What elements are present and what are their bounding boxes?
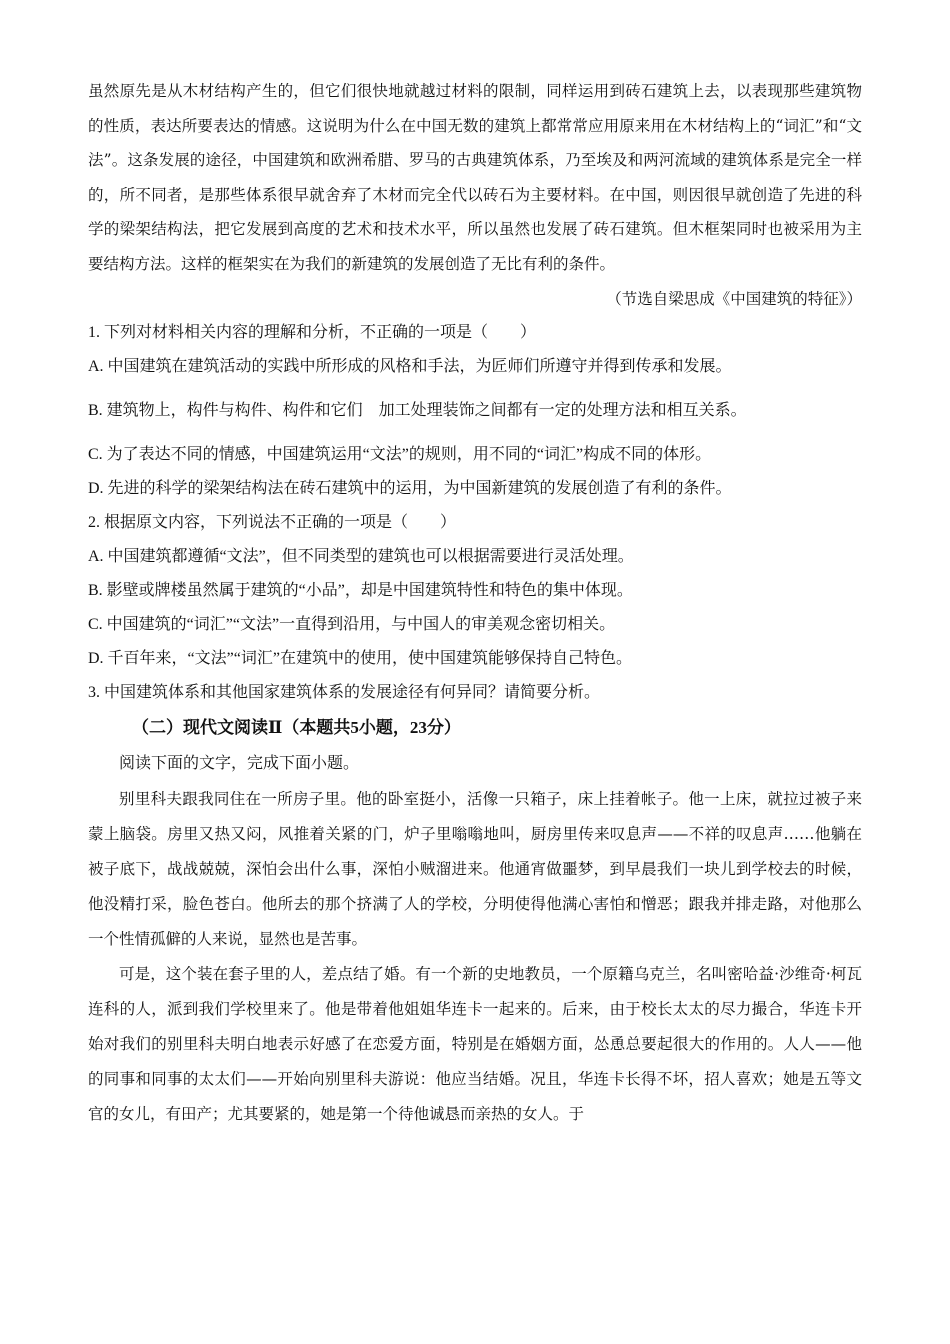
question-2-option-c: C. 中国建筑的“词汇”“文法”一直得到沿用，与中国人的审美观念密切相关。 [88, 615, 616, 633]
story-paragraph-2: 可是，这个装在套子里的人，差点结了婚。有一个新的史地教员，一个原籍乌克兰，名叫密哈益·沙维奇·柯瓦连科的人，派到我们学校里来了。他是带着他姐姐华连卡一起来的。后来，由于校长太太的尽力撮合，华连卡开始对我们的别里科夫明白地表示好感了在恋爱方面，特别是在婚姻方面，怂恿总要起很大的作用的。人人——他的同事和同事的太太们——开始向别里科夫游说：他应当结婚。况且，华连卡长得不坏，招人喜欢；她是五等文官的女儿，有田产；尤其要紧的，她是第一个待他诚恳而亲热的女人。于 [88, 964, 862, 1123]
question-1-option-a: A. 中国建筑在建筑活动的实践中所形成的风格和手法，为匠师们所遵守并得到传承和发展。 [88, 357, 732, 375]
question-2-option-a: A. 中国建筑都遵循“文法”，但不同类型的建筑也可以根据需要进行灵活处理。 [88, 547, 634, 565]
section-heading: （二）现代文阅读Ⅱ（本题共5小题，23分） [132, 717, 461, 737]
passage-paragraph: 虽然原先是从木材结构产生的，但它们很快地就越过材料的限制，同样运用到砖石建筑上去，以表现那些建筑物的性质，表达所要表达的情感。这说明为什么在中国无数的建筑上都常常应用原来用在木材结构上的“词汇”和“文法”。这条发展的途径，中国建筑和欧洲希腊、罗马的古典建筑体系，乃至埃及和两河流域的建筑体系是完全一样的，所不同者，是那些体系很早就舍弃了木材而完全代以砖石为主要材料。在中国，则因很早就创造了先进的科学的梁架结构法，把它发展到高度的艺术和技术水平，所以虽然也发展了砖石建筑。但木框架同时也被采用为主要结构方法。这样的框架实在为我们的新建筑的发展创造了无比有利的条件。 [88, 82, 862, 273]
question-1-option-c: C. 为了表达不同的情感，中国建筑运用“文法”的规则，用不同的“词汇”构成不同的体形。 [88, 445, 712, 463]
question-1-option-d: D. 先进的科学的梁架结构法在砖石建筑中的运用，为中国新建筑的发展创造了有利的条件。 [88, 479, 732, 497]
section-instruction: 阅读下面的文字，完成下面小题。 [119, 754, 360, 772]
story-paragraph-1: 别里科夫跟我同住在一所房子里。他的卧室挺小，活像一只箱子，床上挂着帐子。他一上床，就拉过被子来蒙上脑袋。房里又热又闷，风推着关紧的门，炉子里嗡嗡地叫，厨房里传来叹息声——不祥的叹息声……他躺在被子底下，战战兢兢，深怕会出什么事，深怕小贼溜进来。他通宵做噩梦，到早晨我们一块儿到学校去的时候，他没精打采，脸色苍白。他所去的那个挤满了人的学校，分明使得他满心害怕和憎恶；跟我并排走路，对他那么一个性情孤僻的人来说，显然也是苦事。 [88, 789, 862, 948]
passage-source: （节选自梁思成《中国建筑的特征》） [606, 289, 862, 308]
question-2 [88, 506, 862, 676]
question-2-stem: 2. 根据原文内容，下列说法不正确的一项是（ ） [88, 513, 457, 531]
document-page [88, 74, 862, 1132]
question-3-stem: 3. 中国建筑体系和其他国家建筑体系的发展途径有何异同？请简要分析。 [88, 683, 601, 701]
question-1 [88, 316, 862, 506]
question-2-option-b: B. 影壁或牌楼虽然属于建筑的“小品”，却是中国建筑特性和特色的集中体现。 [88, 581, 633, 599]
question-1-stem: 1. 下列对材料相关内容的理解和分析，不正确的一项是（ ） [88, 323, 537, 341]
question-1-option-b: B. 建筑物上，构件与构件、构件和它们 加工处理装饰之间都有一定的处理方法和相互关系。 [88, 401, 747, 419]
question-2-option-d: D. 千百年来，“文法”“词汇”在建筑中的使用，使中国建筑能够保持自己特色。 [88, 649, 632, 667]
